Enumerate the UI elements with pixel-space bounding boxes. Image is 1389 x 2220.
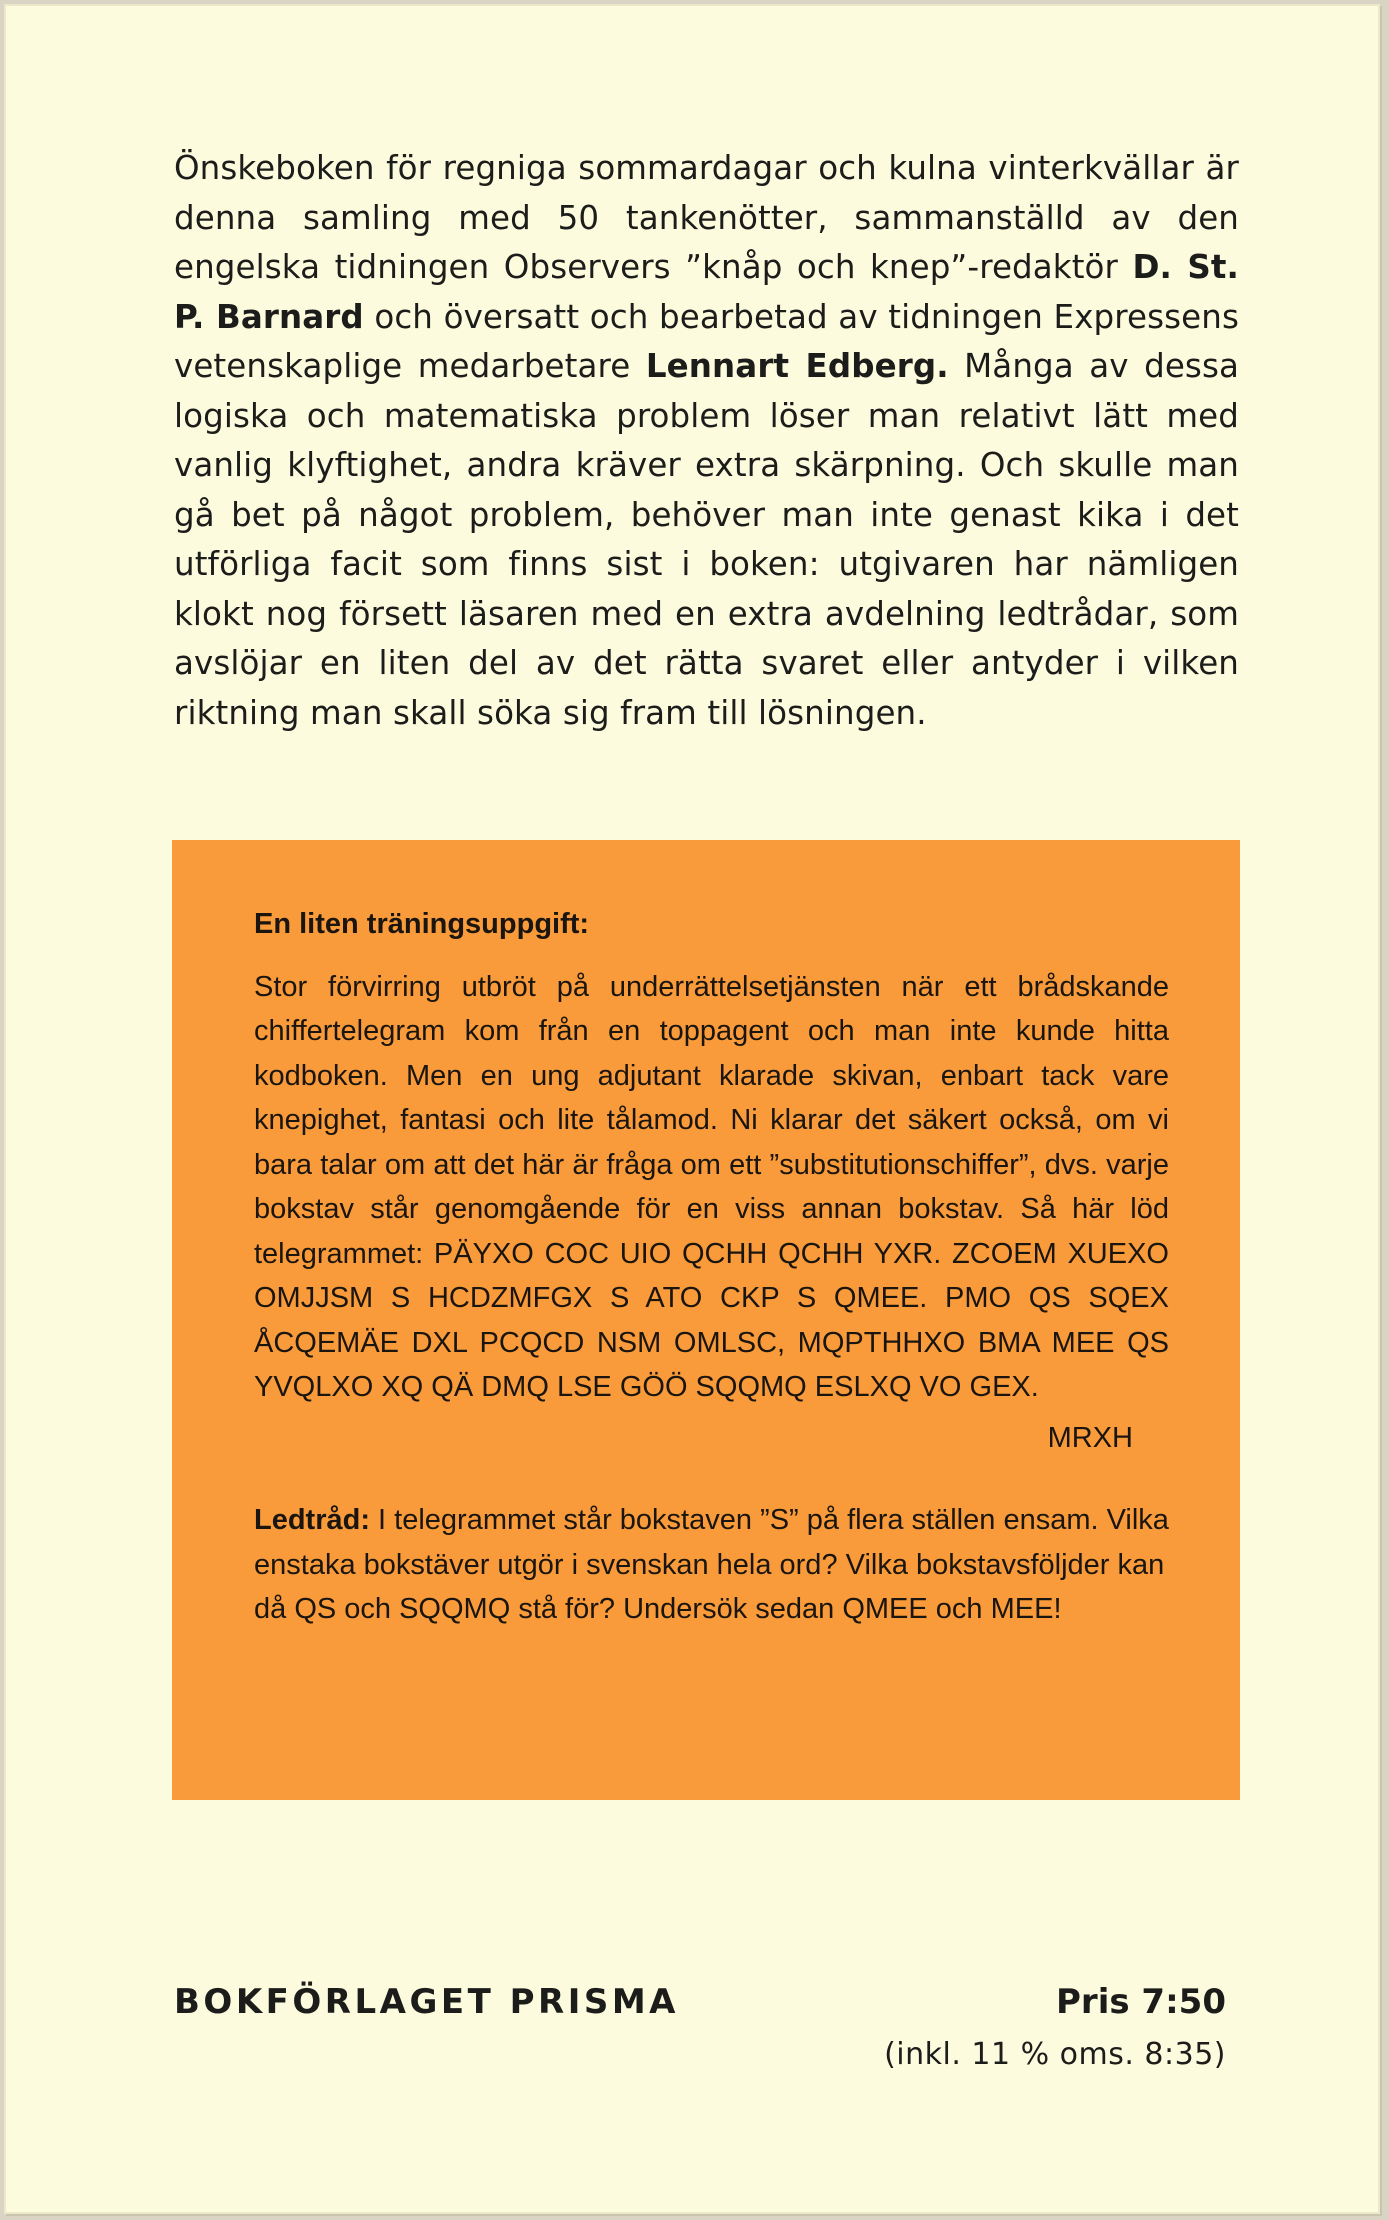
blurb-text-intro: Önskeboken för regniga sommardagar och kulna vinterkvällar är denna samling med 50 tankenötter, sammanställd av den engelska tidningen Observers ”knåp och knep”-redaktör bbox=[174, 149, 1239, 286]
cover-blurb bbox=[174, 144, 1239, 738]
author-name: D. St. P. Barnard bbox=[174, 248, 1239, 336]
puzzle-heading: En liten träningsuppgift: bbox=[254, 908, 590, 940]
publisher-name: BOKFÖRLAGET PRISMA bbox=[174, 1982, 679, 2022]
puzzle-body: Stor förvirring utbröt på underrättelsetjänsten när ett brådskande chiffertelegram kom från en toppagent och man inte kunde hitta kodboken. Men en ung adjutant klarade skivan, enbart tack vare knepighet, fantasi och lite tålamod. Ni klarar det säkert också, om vi bara talar om att det här är fråga om ett ”substitutionschiffer”, dvs. varje bokstav står genomgående för en viss annan bokstav. Så här löd telegrammet: PÄYXO COC UIO QCHH QCHH YXR. ZCOEM XUEXO OMJJSM S HCDZMFGX S ATO CKP S QMEE. PMO QS SQEX ÅCQEMÄE DXL PCQCD NSM OMLSC, MQPTHHXO BMA MEE QS YVQLXO XQ QÄ DMQ LSE GÖÖ SQQMQ ESLXQ VO GEX. bbox=[254, 970, 1169, 1403]
puzzle-content bbox=[254, 902, 1169, 1632]
tax-note: (inkl. 11 % oms. 8:35) bbox=[884, 2037, 1226, 2072]
blurb-text-end: Många av dessa logiska och matematiska problem löser man relativt lätt med vanlig klyftighet, andra kräver extra skärpning. Och skulle man gå bet på något problem, behöver man inte genast kika i det utförliga facit som finns sist i boken: utgivaren har nämligen klokt nog försett läsaren med en extra avdelning ledtrådar, som avslöjar en liten del av det rätta svaret eller antyder i vilken riktning man skall söka sig fram till lösningen. bbox=[174, 347, 1239, 732]
telegram-signature: MRXH bbox=[1047, 1421, 1133, 1454]
translator-name: Lennart Edberg. bbox=[645, 347, 949, 385]
hint-label: Ledtråd: bbox=[254, 1504, 370, 1536]
hint-text: I telegrammet står bokstaven ”S” på flera ställen ensam. Vilka enstaka bokstäver utgör i svenskan hela ord? Vilka bokstavsföljder kan då QS och SQQMQ stå för? Undersök sedan QMEE och MEE! bbox=[254, 1504, 1169, 1625]
price-label: Pris 7:50 bbox=[1056, 1982, 1226, 2022]
puzzle-box bbox=[172, 840, 1240, 1800]
puzzle-hint bbox=[254, 1498, 1169, 1632]
book-back-cover bbox=[4, 4, 1380, 2214]
blurb-text-middle: och översatt och bearbetad av tidningen Expressens vetenskaplige medarbetare bbox=[174, 297, 1239, 385]
